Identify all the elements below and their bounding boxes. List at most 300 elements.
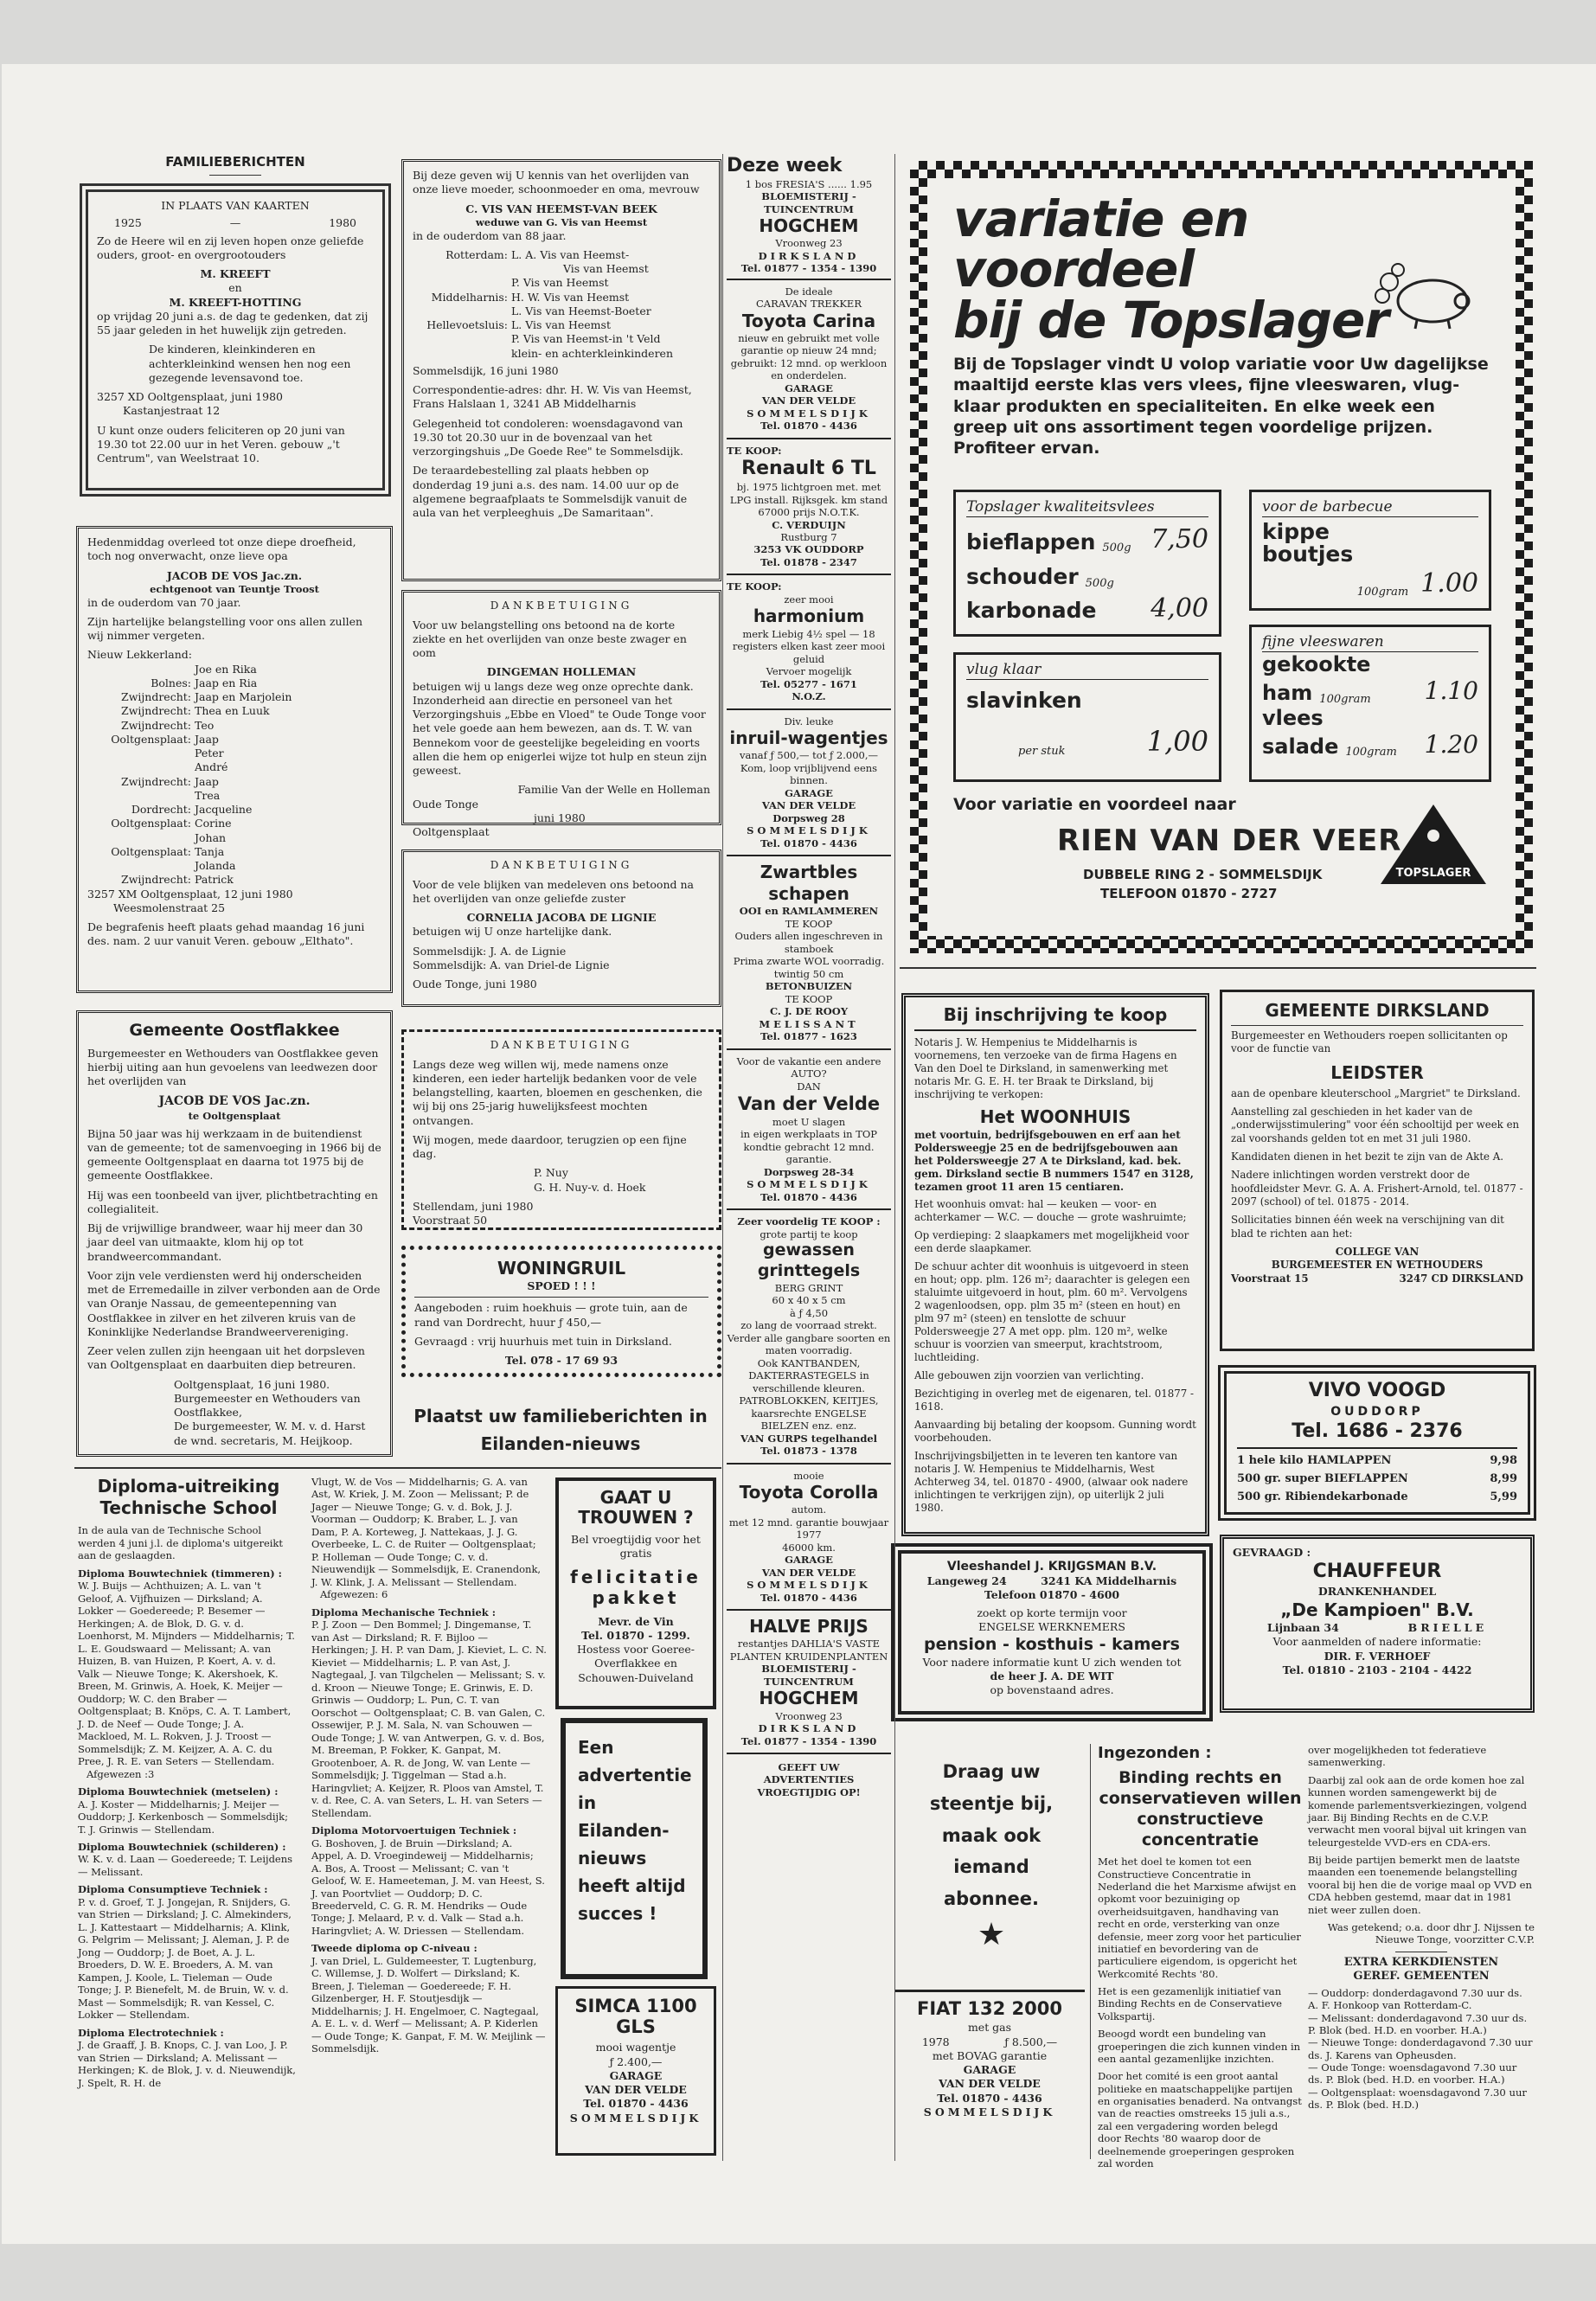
headline: harmonium: [753, 606, 865, 627]
subhead: Diploma Motorvoertuigen Techniek :: [311, 1824, 517, 1837]
text: Was getekend; o.a. door dhr J. Nijssen te Nieuwe Tonge, voorzitter C.V.P.: [1327, 1920, 1535, 1946]
advertentie-promo: [561, 1718, 708, 1979]
address: Voorstraat 15: [1231, 1272, 1309, 1285]
text: betuigen wij U onze hartelijke dank.: [413, 925, 612, 939]
text: Ooltgensplaat, 16 juni 1980.: [174, 1377, 330, 1391]
name: M. KREEFT-HOTTING: [169, 295, 302, 309]
inruil-ad: [727, 710, 891, 857]
text: op bovenstaand adres.: [990, 1683, 1114, 1697]
weight: 500g: [1102, 542, 1131, 555]
text: De teraardebestelling zal plaats hebben op donderdag 19 juni a.s. des nam. 14.00 uur op de algemene begraafplaats te Sommelsdijk vanuit de aula van het verpleeghuis „De Samaritaan".: [413, 464, 688, 520]
heading: Gemeente Oostflakkee: [129, 1021, 340, 1040]
price: 1.00: [1420, 567, 1478, 599]
dankbetuiging-holleman: [401, 590, 721, 839]
text: De burgemeester, W. M. v. d. Harst: [174, 1420, 366, 1433]
heading: DANKBETUIGING: [490, 599, 633, 612]
text: Voor de vele blijken van medeleven ons betoond na het overlijden van onze geliefde zuster: [413, 877, 694, 905]
text: SOMMELSDIJK: [923, 2105, 1056, 2118]
name: de heer J. A. DE WIT: [990, 1670, 1114, 1683]
price: 1,00: [1146, 724, 1208, 758]
text: VAN DER VELDE: [939, 2077, 1041, 2091]
text: De kinderen, kleinkinderen en achterkleinkind wensen hen nog een gezegende levensavond toe.: [149, 343, 351, 384]
name: HOGCHEM: [759, 215, 859, 237]
price: 8,99: [1490, 1472, 1517, 1486]
text: De begrafenis heeft plaats gehad maandag 16 juni des. nam. 2 uur vanuit Veren. gebouw „Elthato".: [87, 920, 365, 948]
section-title: FAMILIEBERICHTEN: [165, 154, 305, 170]
renault-ad: [727, 439, 891, 576]
price: ƒ 8.500,—: [1004, 2035, 1058, 2048]
family-list: Joe en Rika Bolnes: Jaap en Ria Zwijndrecht: Jaap en Marjolein Zwijndrecht: Thea en Luuk Zwijndrecht: Teo Ooltgensplaat: Jaap Peter André Zwijndrecht: Jaap Trea Dordrecht: Jacqueline Ooltgensplaat: Corine Johan Ooltgensplaat: Tanja Jolanda Zwijndrecht: Patrick: [111, 662, 292, 887]
text: Bezichtiging in overleg met de eigenaren, tel. 01877 - 1618.: [914, 1388, 1194, 1413]
text: Kom, loop vrijblijvend eens binnen.: [740, 761, 878, 787]
text: N.O.Z.: [792, 690, 826, 703]
kreeft-anniversary: [80, 183, 391, 497]
headline: Toyota Carina: [741, 310, 876, 331]
subhead: Tweede diploma op C-niveau :: [311, 1942, 478, 1955]
text: Ook KANTBANDEN, DAKTERRASTEGELS in verschillende kleuren. PATROBLOKKEN, KEITJES, kaarsrechte ENGELSE BIELZEN enz. enz.: [739, 1356, 879, 1433]
box-tag: vlug klaar: [966, 660, 1208, 680]
column-rule: [900, 967, 1536, 969]
text: mooie: [793, 1469, 824, 1482]
text: Voor zijn vele verdiensten werd hij onderscheiden met de Erremedaille in zilver verbonden aan de Orde van Oranje Nassau, de gemeentepenning van Oostflakkee in zilver en het zilveren kruis van de Koninklijke Nederlandse Brandweervereniging.: [87, 1268, 381, 1338]
headline: Binding rechts en conservatieven willen constructieve concentratie: [1099, 1768, 1302, 1849]
dankbetuiging-lignie: [401, 849, 721, 1007]
text: SOMMELSDIJK: [747, 407, 871, 420]
headline: gewassen grinttegels: [757, 1240, 861, 1280]
text: J. van Driel, L. Guldemeester, T. Lugtenburg, C. Willemse, J. D. Wolfert — Dirksland; K. Breen, J. Tieleman — Goedereede; F. H. Gilzenberger, H. F. Stoutjesdijk — Middelharnis; J. H. Engelmoer, C. Nagtegaal, A. E. L. v. d. Werf — Melissant; A. P. Kiderlen — Oude Tonge; K. Ganpat, F. M. W. Meijlink — Sommelsdijk.: [311, 1954, 546, 2055]
kerk-entry: — Oude Tonge: woensdagavond 7.30 uur ds. P. Blok (bed. H.D. en voorber. H.A.): [1308, 2061, 1517, 2086]
subhead: Diploma Electrotechniek :: [78, 2026, 224, 2039]
diploma-article: [78, 1476, 299, 2159]
box-tag: fijne vleeswaren: [1262, 632, 1478, 652]
text: mooi wagentje: [595, 2041, 676, 2054]
text: GARAGE: [609, 2068, 663, 2082]
price: 1.10: [1424, 676, 1478, 706]
headline: Diploma-uitreiking: [97, 1476, 280, 1497]
text: Beoogd wordt een bundeling van groeperingen die zich kunnen vinden in een aantal gezamenlijke inzichten.: [1098, 2028, 1301, 2065]
address: Vroonweg 23: [775, 1709, 843, 1722]
halve-prijs-ad: [727, 1611, 891, 1754]
text: GARAGE: [785, 1554, 833, 1567]
phone: Tel. 01877 - 1623: [760, 1030, 857, 1043]
text: BLOEMISTERIJ -: [761, 190, 856, 203]
dash: —: [229, 216, 241, 230]
place: DIRKSLAND: [758, 1722, 860, 1735]
subhead: Diploma Consumptieve Techniek :: [78, 1883, 268, 1896]
column-rule: [722, 154, 723, 2161]
text: Kandidaten dienen in het bezit te zijn van de Akte A.: [1231, 1150, 1504, 1163]
weight: 100gram: [1356, 585, 1409, 599]
dirksland-vacancy: [1220, 990, 1535, 1351]
address: 3253 VK OUDDORP: [753, 543, 864, 556]
text: DAN: [797, 1080, 821, 1093]
text: over mogelijkheden tot federatieve samenwerking.: [1308, 1744, 1487, 1769]
headline: Van der Velde: [737, 1093, 881, 1115]
text: Bijna 50 jaar was hij werkzaam in de buitendienst van de gemeente; tot de samenvoeging in 1966 bij de gemeente Ooltgensplaat en daarna tot 1975 bij de gemeente Oostflakkee.: [87, 1126, 381, 1183]
text: Plaatst uw familieberichten in: [413, 1406, 708, 1426]
column-rule: [894, 154, 895, 2161]
text: Langs deze weg willen wij, mede namens onze kinderen, een ieder hartelijk bedanken voor de vele belangstelling, kaarten, bloemen en geschenken, die wij bij ons 25-jarig huwelijksfeest mochten ontvangen.: [413, 1057, 702, 1127]
text: met 12 mnd. garantie bouwjaar 1977: [728, 1516, 889, 1541]
text: VAN DER VELDE: [585, 2083, 687, 2097]
text: Eilanden-nieuws: [480, 1433, 641, 1454]
address: Weesmolenstraat 25: [113, 901, 226, 914]
name: VAN GURPS tegelhandel: [740, 1432, 878, 1445]
plaatst-banner: [396, 1405, 725, 1460]
text: J. de Graaff, J. B. Knops, C. J. van Loo, J. P. van Strien — Dirksland; A. Melissant — Herkingen; K. de Blok, J. v. d. Nieuwendijk, J. Spelt, R. H. de: [78, 2039, 296, 2089]
text: TE KOOP: [785, 992, 833, 1005]
kerk-headline: GEREF. GEMEENTEN: [1353, 1969, 1490, 1983]
text: Voor uw belangstelling ons betoond na de korte ziekte en het overlijden van onze beste zwager en oom: [413, 618, 687, 660]
text: Voor nadere informatie kunt U zich wenden tot: [922, 1655, 1182, 1669]
van-der-velde-ad: [727, 1050, 891, 1210]
name: JACOB DE VOS Jac.zn.: [158, 1094, 311, 1109]
signature: Familie Van der Welle en Holleman: [517, 783, 710, 797]
text: Bel vroegtijdig voor het gratis: [571, 1533, 701, 1561]
text: ADVERTENTIES: [763, 1773, 855, 1786]
toyota-corolla-ad: [727, 1465, 891, 1612]
address: 3257 XM Ooltgensplaat, 12 juni 1980: [87, 887, 293, 901]
family-list: Rotterdam: L. A. Vis van Heemst- Vis van Heemst P. Vis van Heemst Middelharnis: H. W. Vis van Heemst L. Vis van Heemst-Boeter Hellevoetsluis: L. Vis van Heemst P. Vis van Heemst-in 't Veld klein- en achterkleinkinderen: [426, 247, 673, 360]
text: betuigen wij u langs deze weg onze oprechte dank. Inzonderheid aan directie en personeel van het Verzorgingshuis „Ebbe en Vloed" te Oude Tonge voor het vele goede aan hem bewezen, aan ds. T. W. van Bennekom voor de geestelijke begeleiding en voorts allen die hem op enigerlei wijze tot hulp en steun zijn geweest.: [413, 679, 708, 778]
text: G. Boshoven, J. de Bruin —Dirksland; A. Appel, A. D. Vroegindeweij — Middelharnis; A. Bos, A. Troost — Melissant; C. van 't Geloof, W. E. Hameeteman, J. M. van Heest, S. J. van Poortvliet — Ouddorp; D. C. Breederveld, C. G. R. M. Hendriks — Oude Tonge; J. Melaard, P. v. d. Valk — Stad a.h. Haringvliet; A. W. Driessen — Stellendam.: [311, 1836, 545, 1937]
zwartbles-ad: [727, 856, 891, 1050]
headline: Toyota Corolla: [739, 1482, 879, 1503]
text: Door het comité is een groot aantal politieke en maatschappelijke partijen en organisaties benaderd. Na ontvangst van de reacties omstreeks 15 juli a.s., zal een vergadering worden belegd door Rechts '80 waarop door de deelnemende groeperingen gesproken zal worden: [1098, 2070, 1302, 2170]
text: met BOVAG garantie: [932, 2048, 1048, 2062]
text: à ƒ 4,50: [789, 1306, 829, 1319]
geeft-ad: [727, 1754, 891, 1805]
address: Langeweg 24: [926, 1574, 1007, 1588]
subheadline: pension - kosthuis - kamers: [924, 1635, 1180, 1655]
company: „De Kampioen" B.V.: [1280, 1599, 1474, 1621]
headline: GEMEENTE DIRKSLAND: [1265, 1000, 1490, 1021]
text: twintig 50 cm: [773, 967, 844, 980]
name: C. VERDUIJN: [772, 518, 846, 531]
intro-text: Bij de Topslager vindt U volop variatie voor Uw dagelijkse maaltijd eerste klas vers vlees, fijne vleeswaren, vlug-klaar produkten en specialiteiten. En elke week een greep uit ons assortiment tegen voordelige prijzen. Profiteer ervan.: [953, 354, 1489, 458]
text: A. J. Koster — Middelharnis; J. Meijer — Ouddorp; J. Kerkenbosch — Sommelsdijk; T. J. Grinwis — Stellendam.: [78, 1798, 288, 1836]
text: BETONBUIZEN: [765, 980, 853, 993]
subtitle: echtgenoot van Teuntje Troost: [150, 582, 319, 595]
kwaliteitsvlees-box: [953, 490, 1221, 637]
text: SOMMELSDIJK: [747, 824, 871, 837]
text: grote partij te koop: [760, 1227, 858, 1240]
price: 7,50: [1151, 524, 1208, 555]
item: salade: [1262, 734, 1339, 760]
text: VROEGTIJDIG OP!: [757, 1785, 861, 1798]
text: Burgemeester en Wethouders van Oostflakkee,: [174, 1391, 361, 1420]
text: In de aula van de Technische School werden 4 juni j.l. de diploma's uitgereikt aan de geslaagden.: [78, 1524, 284, 1562]
headline: HALVE PRIJS: [749, 1616, 869, 1638]
headline: GAAT U TROUWEN ?: [578, 1487, 694, 1528]
text: Zo de Heere wil en zij leven hopen onze geliefde ouders, groot- en overgrootouders: [97, 234, 364, 261]
headline: Zwartbles schapen: [760, 862, 858, 905]
signature: G. H. Nuy-v. d. Hoek: [534, 1180, 646, 1194]
item: slavinken: [966, 688, 1082, 714]
text: Nieuw Lekkerland:: [87, 648, 192, 662]
headline-2: bij de Topslager: [953, 291, 1388, 349]
pig-illustration: [1372, 261, 1476, 330]
address: Dorpsweg 28-34: [763, 1165, 855, 1178]
text: SOMMELSDIJK: [747, 1178, 871, 1191]
weight: per stuk: [1018, 745, 1066, 759]
text: TUINCENTRUM: [764, 1675, 854, 1688]
name: DIR. F. VERHOEF: [1324, 1649, 1431, 1663]
item: boutjes: [1262, 542, 1354, 567]
subhead: Diploma Bouwtechniek (timmeren) :: [78, 1567, 282, 1580]
deze-week-ad: [727, 154, 891, 280]
woonhuis-ad: [901, 993, 1209, 1536]
text: op vrijdag 20 juni a.s. de dag te gedenken, dat zij 55 jaar geleden in het huwelijk zijn getreden.: [97, 309, 369, 336]
address: 3257 XD Ooltgensplaat, juni 1980: [97, 390, 283, 403]
text: TUINCENTRUM: [764, 202, 854, 215]
column-rule: [74, 1467, 721, 1469]
item: gekookte: [1262, 652, 1371, 677]
text: 46000 km.: [782, 1541, 836, 1554]
text: Wij mogen, mede daardoor, terugzien op een fijne dag.: [413, 1132, 687, 1161]
text: Afgewezen: 6: [320, 1588, 388, 1601]
text: moet U slagen: [772, 1115, 846, 1128]
name: JACOB DE VOS Jac.zn.: [166, 568, 303, 582]
kerk-headline: EXTRA KERKDIENSTEN: [1343, 1955, 1499, 1969]
text: Zeer velen zullen zijn heengaan uit het dorpsleven van Ooltgensplaat en daarbuiten diep betreuren.: [87, 1344, 365, 1372]
phone: Tel. 01873 - 1378: [760, 1445, 857, 1458]
text: GARAGE: [963, 2063, 1016, 2077]
familieberichten-header: [80, 154, 391, 182]
item: 500 gr. super BIEFLAPPEN: [1237, 1472, 1408, 1486]
name: Mevr. de Vin: [598, 1614, 674, 1628]
address: 3241 KA Middelharnis: [1041, 1574, 1177, 1588]
job-title: LEIDSTER: [1330, 1061, 1424, 1083]
heading: DANKBETUIGING: [490, 859, 633, 871]
price: ƒ 2.400,—: [609, 2054, 663, 2068]
text: vanaf ƒ 500,— tot ƒ 2.000,—: [739, 749, 878, 762]
phone: Tel. 01870 - 1299.: [581, 1628, 690, 1642]
weight: 500g: [1085, 576, 1114, 590]
barbecue-box: [1249, 490, 1491, 611]
gaat-u-trouwen-ad: [555, 1477, 716, 1709]
text: SOMMELSDIJK: [569, 2111, 702, 2125]
kerk-entry: — Ouddorp: donderdagavond 7.30 uur ds. A. F. Honkoop van Rotterdam-C.: [1308, 1986, 1522, 2012]
diploma-article-col2: [311, 1476, 547, 2159]
item: kippe: [1262, 519, 1330, 545]
address: Voorstraat 50: [413, 1214, 488, 1227]
text: Gevraagd : vrij huurhuis met tuin in Dirksland.: [414, 1334, 672, 1348]
ingezonden-article-col2: [1308, 1744, 1535, 2159]
phone: Telefoon 01870 - 4600: [984, 1588, 1120, 1602]
dankbetuiging-nuy: [401, 1029, 721, 1230]
phone: Tel. 01878 - 2347: [760, 555, 857, 568]
phone: Tel. 01870 - 4436: [583, 2097, 689, 2111]
place: Oude Tonge: [413, 797, 479, 811]
text: Het woonhuis omvat: hal — keuken — voor- en achterkamer — W.C. — douche — grote washruimte;: [914, 1198, 1187, 1224]
footer-text: Voor variatie en voordeel naar: [953, 795, 1236, 814]
text: Sommelsdijk: A. van Driel-de Lignie: [413, 958, 610, 971]
text: Daarbij zal ook aan de orde komen hoe zal kunnen worden samengewerkt bij de komende parlementsverkiezingen, volgend jaar. Bij Binding Rechts en de C.V.P. verwacht men vooral bijval uit kringen van teleurgestelde VVD-ers en CDA-ers.: [1308, 1773, 1528, 1849]
item: 500 gr. Ribiendekarbonade: [1237, 1490, 1408, 1503]
name: HOGCHEM: [759, 1688, 859, 1709]
kerk-entry: — Melissant: donderdagavond 7.30 uur ds. P. Blok (bed. H.D. en voorber. H.A.): [1308, 2011, 1528, 2036]
place: Ooltgensplaat: [413, 825, 490, 839]
heading: WONINGRUIL: [497, 1258, 626, 1279]
small-ads-column: [727, 154, 891, 2161]
text: Voor aanmelden of nadere informatie:: [1272, 1635, 1482, 1649]
grinttegels-ad: [727, 1210, 891, 1465]
simca-ad: [555, 1986, 716, 2156]
address: Lijnbaan 34: [1266, 1621, 1339, 1635]
year-from: 1925: [114, 216, 142, 230]
kerk-entry: — Nieuwe Tonge: donderdagavond 7.30 uur ds. J. Karens van Opheusden.: [1308, 2036, 1533, 2061]
text: restantjes DAHLIA'S VASTE PLANTEN KRUIDENPLANTEN: [729, 1638, 888, 1663]
text: DRANKENHANDEL: [1317, 1584, 1437, 1598]
name: CORNELIA JACOBA DE LIGNIE: [466, 911, 657, 925]
text: Vlugt, W. de Vos — Middelharnis; G. A. van Ast, W. Kriek, J. M. Zoon — Melissant; P. de Jager — Nieuwe Tonge; G. v. d. Bok, J. J. Voorman — Ouddorp; K. Braber, L. J. van Dam, P. A. Korteweg, J. Nattekaas, J. J. G. Overbeeke, L. C. de Ruiter — Ooltgensplaat; P. Holleman — Oude Tonge; C. v. d. Nieuwendijk — Sommelsdijk, E. Cranendonk, J. W. Klink, J. A. Melissant — Stellendam.: [311, 1476, 542, 1588]
logo-text: TOPSLAGER: [1395, 867, 1471, 880]
weight: 100gram: [1319, 692, 1371, 706]
subtitle: te Ooltgensplaat: [188, 1109, 281, 1122]
text: TE KOOP: [785, 917, 833, 930]
text: BLOEMISTERIJ -: [761, 1663, 856, 1676]
headline: Bij inschrijving te koop: [914, 1004, 1196, 1031]
text: in eigen werkplaats in TOP kondtie gebracht 12 mnd. garantie.: [740, 1128, 878, 1166]
phone: Tel. 01877 - 1354 - 1390: [740, 1734, 877, 1747]
phone: Tel. 1686 - 2376: [1237, 1420, 1517, 1450]
box-tag: voor de barbecue: [1262, 497, 1478, 517]
item: schouder: [966, 564, 1079, 590]
heading: DANKBETUIGING: [490, 1039, 633, 1051]
text: Verder alle gangbare soorten en maten voorradig.: [727, 1331, 891, 1357]
text: Nadere inlichtingen worden verstrekt door de hoofdleidster Mevr. G. A. A. Frishert-Arnold, tel. 01877 - 2097 (school) of tel. 01875 - 2014.: [1231, 1169, 1523, 1208]
name: C. J. DE ROOY: [769, 1005, 849, 1018]
text: bj. 1975 lichtgroen met. met LPG install. Rijksgek. km stand 67000 prijs N.O.T.K.: [729, 481, 888, 519]
text: Hedenmiddag overleed tot onze diepe droefheid, toch nog onverwacht, onze lieve opa: [87, 535, 356, 563]
text: Alle gebouwen zijn voorzien van verlichting.: [914, 1369, 1144, 1382]
text: Afgewezen :3: [87, 1767, 155, 1780]
offer: felicitatie pakket: [570, 1566, 702, 1608]
phone: Tel. 01870 - 4436: [937, 2091, 1042, 2105]
vis-obituary: [401, 159, 721, 581]
text: Aanvaarding bij betaling der koopsom. Gunning wordt voorbehouden.: [914, 1419, 1196, 1444]
headline: Vleeshandel J. KRIJGSMAN B.V.: [946, 1560, 1157, 1574]
text: zoekt op korte termijn voor: [977, 1606, 1127, 1619]
headline: FIAT 132 2000: [916, 1998, 1062, 2019]
text: Bij de vrijwillige brandweer, waar hij meer dan 30 jaar deel van uitmaakte, klom hij op tot brandweercommandant.: [87, 1221, 363, 1263]
text: Sommelsdijk, 16 juni 1980: [413, 363, 559, 377]
item: ham: [1262, 681, 1313, 706]
place: OUDDORP: [1330, 1404, 1424, 1419]
text: in de ouderdom van 88 jaar.: [413, 228, 567, 242]
vos-obituary: [76, 526, 393, 993]
item: karbonade: [966, 598, 1097, 624]
date: juni 1980: [534, 811, 586, 824]
headline: Renault 6 TL: [741, 458, 876, 480]
text: Gelegenheid tot condoleren: woensdagavond van 19.30 tot 20.30 uur in de bovenzaal van het verzorgingshuis „De Goede Ree" te Sommelsdijk.: [413, 416, 683, 458]
subhead: Diploma Mechanische Techniek :: [311, 1606, 496, 1618]
text: Voor de vakantie een andere AUTO?: [736, 1054, 881, 1080]
place: MELISSANT: [759, 1017, 859, 1030]
item: bieflappen: [966, 529, 1096, 554]
text: VAN DER VELDE: [761, 394, 856, 407]
shop-name: RIEN VAN DER VEER: [1057, 824, 1402, 858]
text: in de ouderdom van 70 jaar.: [87, 595, 241, 609]
phone: Tel. 05277 - 1671: [760, 677, 857, 690]
text: de wnd. secretaris, M. Heijkoop.: [174, 1433, 353, 1447]
text: zeer mooi: [784, 593, 834, 606]
text: Hostess voor Goeree-Overflakkee en Schouwen-Duiveland: [576, 1643, 695, 1684]
promo-text: Een advertentie in Eilanden-nieuws heeft altijd succes !: [578, 1737, 692, 1924]
weight: 100gram: [1345, 746, 1397, 760]
sub-heading: IN PLAATS VAN KAARTEN: [161, 199, 310, 212]
place: DIRKSLAND: [758, 249, 860, 262]
text: U kunt onze ouders feliciteren op 20 juni van 19.30 tot 22.00 uur in het Veren. gebouw „'t Centrum", van Weelstraat 10.: [97, 423, 345, 465]
text: Op verdieping: 2 slaapkamers met mogelijkheid voor een derde slaapkamer.: [914, 1229, 1189, 1255]
address: 3247 CD DIRKSLAND: [1399, 1272, 1523, 1285]
subtitle: weduwe van G. Vis van Heemst: [475, 215, 648, 228]
promo-text: Draag uw steentje bij, maak ook iemand abonnee.: [929, 1761, 1054, 1909]
text: Notaris J. W. Hempenius te Middelharnis is voornemens, ten verzoeke van de firma Hagens en Van den Doel te Dirksland, in samenwerking met notaris Mr. G. E. H. ter Braak te Dirksland, bij inschrijving te verkopen:: [914, 1036, 1177, 1101]
fiat-ad: [894, 1990, 1085, 2145]
phone: Tel. 01877 - 1354 - 1390: [740, 262, 877, 275]
text: met voortuin, bedrijfsgebouwen en erf aan het Poldersweegje 25 en de bedrijfsgebouwen aan het Poldersweegje 27 A te Dirksland, kad. bek. gem. Dirksland sectie B nummers 1547 en 3128, tezamen groot 11 aren 15 centiaren.: [914, 1128, 1194, 1193]
text: Correspondentie-adres: dhr. H. W. Vis van Heemst, Frans Halslaan 1, 3241 AB Middelharnis: [413, 383, 692, 411]
chauffeur-ad: [1220, 1535, 1535, 1713]
price: 4,00: [1151, 593, 1208, 624]
text: OOI en RAMLAMMEREN: [739, 905, 879, 918]
text: Hij was een toonbeeld van ijver, plichtbetrachting en collegialiteit.: [87, 1188, 378, 1215]
text: Burgemeester en Wethouders roepen sollicitanten op voor de functie van: [1231, 1029, 1508, 1055]
text: Sommelsdijk: J. A. de Lignie: [413, 944, 567, 958]
kerk-entry: — Ooltgensplaat: woensdagavond 7.30 uur ds. P. Blok (bed. H.D.): [1308, 2086, 1527, 2112]
place: Stellendam, juni 1980: [413, 1199, 534, 1213]
phone: Tel. 01870 - 4436: [760, 1190, 857, 1203]
headline: CHAUFFEUR: [1312, 1561, 1442, 1583]
headline: Deze week: [727, 155, 843, 176]
subheadline: Het WOONHUIS: [979, 1106, 1131, 1128]
label: TE KOOP:: [727, 444, 782, 457]
text: Bij beide partijen bemerkt men de laatste maanden een toenemende belangstelling vooral bij hen die de vorige maal op VVD en CDA hebben gestemd, maar dat in 1981 niet weer zullen doen.: [1308, 1854, 1532, 1916]
text: Burgemeester en Wethouders van Oostflakkee geven hierbij uiting aan hun gevoelens van leedwezen door het overlijden van: [87, 1046, 379, 1088]
text: VAN DER VELDE: [761, 1566, 856, 1579]
text: nieuw en gebruikt met volle garantie op nieuw 24 mnd; gebruikt: 12 mnd. op werkloon en onderdelen.: [730, 331, 888, 382]
address: Vroonweg 23: [775, 237, 843, 250]
headline: SIMCA 1100 GLS: [574, 1996, 697, 2038]
text: Met het doel te komen tot een Constructieve Concentratie in Nederland die het Marxisme afwijst en opkomt voor bezuiniging op overheidsuitgaven, handhaving van recht en orde, versterking van onze defensie, meer zorg voor het particulier initiatief en bevordering van de particuliere eigendom, is opgericht het Werkcomité Rechts '80.: [1098, 1856, 1301, 1980]
text: Div. leuke: [784, 715, 834, 727]
item: 1 hele kilo HAMLAPPEN: [1237, 1454, 1392, 1468]
text: GEEFT UW: [778, 1760, 840, 1773]
vlug-klaar-box: [953, 652, 1221, 782]
phone: Tel. 01810 - 2103 - 2104 - 4422: [1282, 1663, 1472, 1676]
text: De schuur achter dit woonhuis is uitgevoerd in steen en hout; opp. plm. 126 m²; daarachter is gelegen een staluimte uitgevoerd in hout, plm. 60 m². Vervolgens 2 wagenloodsen, opp. plm 35 m² (steen en hout) en plm 97 m² (steen) en tenslotte de schuur Poldersweegje 27 A met opp. plm. 120 m², welke schuur is voorzien van smeerput, krachtstroom, luchtleiding.: [914, 1260, 1190, 1364]
text: W. K. v. d. Laan — Goedereede; T. Leijdens — Melissant.: [78, 1853, 293, 1878]
subhead: Diploma Bouwtechniek (schilderen) :: [78, 1841, 286, 1853]
address: Kastanjestraat 12: [123, 404, 221, 418]
ingezonden-article: [1090, 1744, 1303, 2170]
name: M. KREEFT: [200, 267, 271, 280]
text: Inschrijvingsbiljetten in te leveren ten kantore van notaris J. W. Hempenius te Middelharnis, West Achterweg 34, tel. 01870 - 4900, (alwaar ook nadere inlichtingen te verkrijgen zijn), op uiterlijk 2 juli 1980.: [914, 1449, 1189, 1514]
text: en: [228, 281, 242, 295]
subtitle: SPOED ! ! !: [527, 1279, 596, 1292]
oostflakkee-notice: [76, 1010, 393, 1457]
shop-phone: TELEFOON 01870 - 2727: [1100, 886, 1278, 901]
shop-address: DUBBELE RING 2 - SOMMELSDIJK: [1083, 867, 1323, 882]
headline: VIVO VOOGD: [1308, 1380, 1446, 1401]
text: ENGELSE WERKNEMERS: [978, 1619, 1125, 1633]
star-icon: ★: [977, 1916, 1006, 1952]
text: met gas: [967, 2021, 1012, 2035]
toyota-carina-ad: [727, 280, 891, 439]
text: Sollicitaties binnen één week na verschijning van dit blad te richten aan het:: [1231, 1214, 1504, 1240]
